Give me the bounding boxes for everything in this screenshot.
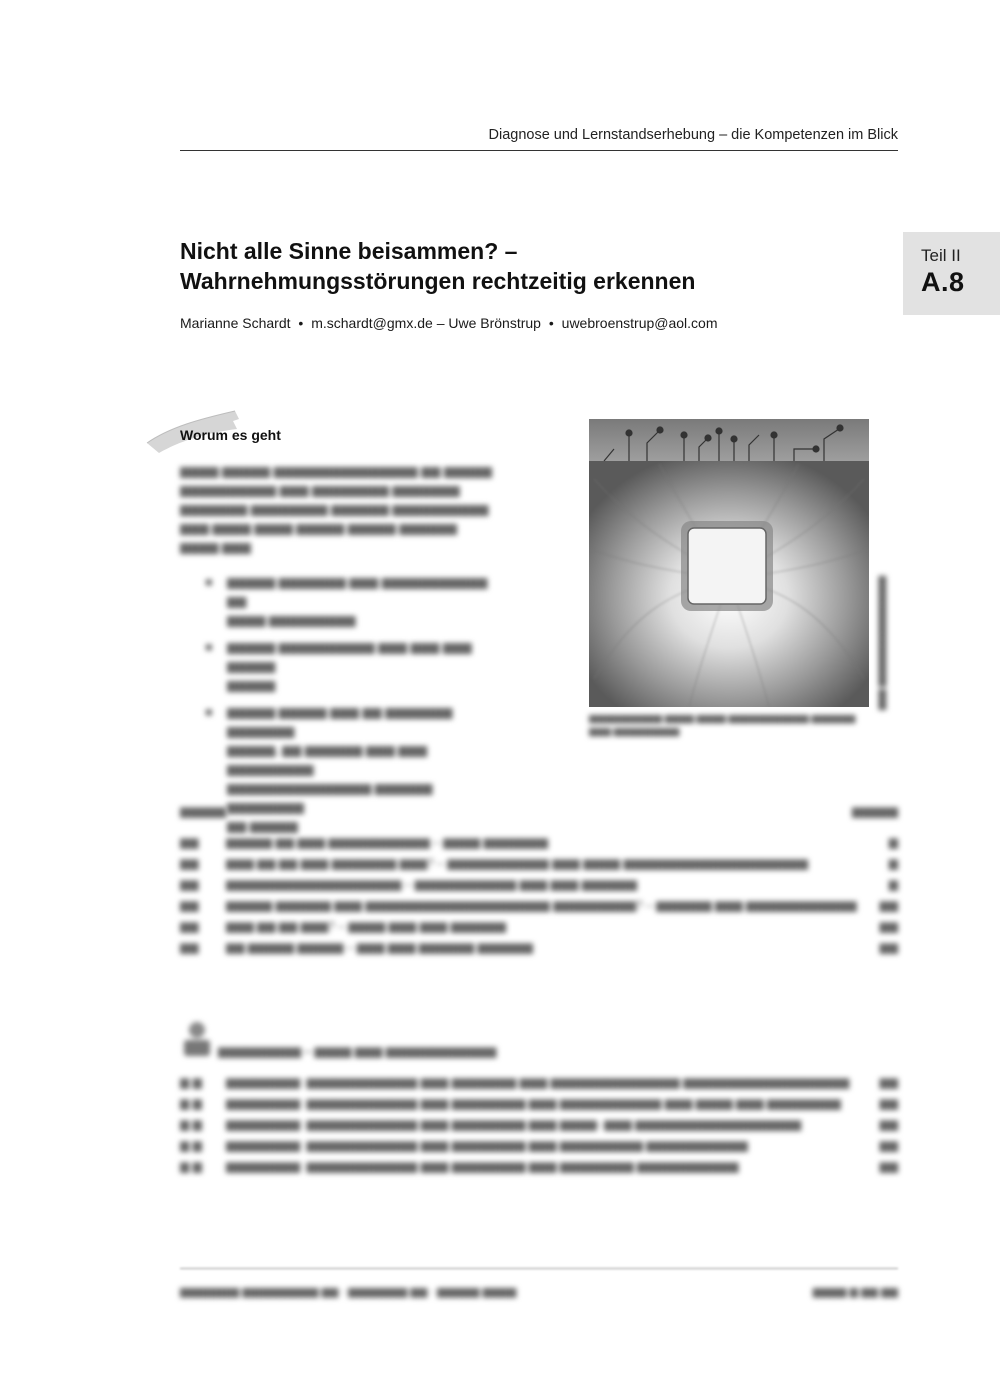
tab-code: A.8 [921, 267, 965, 297]
list-item: ■ ▆▆▆▆▆ ▆▆▆▆▆▆▆ ▆▆▆ ▆▆▆▆▆▆▆▆▆▆▆ ▆▆ ▆▆▆▆ ▆▆▆▆▆▆▆▆▆ [205, 575, 488, 627]
figure-caption-blurred: ▆▆▆▆▆▆▆▆▆▆ ▆▆▆▆ ▆▆▆▆ ▆▆▆▆▆▆▆▆▆▆▆ ▆▆▆▆▆▆ ▆▆▆ ▆▆▆▆▆▆▆▆▆ [589, 713, 856, 737]
footer-right-blurred: ▆▆▆▆ ▆ ▆▆ ▆▆ [812, 1286, 898, 1298]
table-row: ▆ ▆ ▆▆▆▆▆▆▆▆: ▆▆▆▆▆▆▆▆▆▆▆▆ ▆▆▆ ▆▆▆▆▆▆▆▆ ▆▆▆ ▆▆▆▆- ▆▆▆ ▆▆▆▆▆▆▆▆▆▆▆▆▆▆▆▆▆▆ ▆▆ [180, 1117, 898, 1131]
article-title [180, 236, 880, 296]
chip-illustration [589, 419, 869, 707]
table-row: ▆ ▆ ▆▆▆▆▆▆▆▆: ▆▆▆▆▆▆▆▆▆▆▆▆ ▆▆▆ ▆▆▆▆▆▆▆ ▆▆▆ ▆▆▆▆▆▆▆▆▆▆▆▆▆▆ ▆▆▆▆▆▆▆▆▆▆▆▆▆▆▆▆▆▆ ▆▆ [180, 1075, 898, 1089]
author-1-name: Marianne Schardt [180, 315, 291, 331]
table-row: ▆ ▆ ▆▆▆▆▆▆▆▆: ▆▆▆▆▆▆▆▆▆▆▆▆ ▆▆▆ ▆▆▆▆▆▆▆▆ ▆▆▆ ▆▆▆▆▆▆▆▆ ▆▆▆▆▆▆▆▆▆▆▆ ▆▆ [180, 1159, 898, 1173]
author-separator: – Uwe Brönstrup [436, 315, 541, 331]
list-item: ■ ▆▆▆▆▆ ▆▆▆▆▆ ▆▆▆ ▆▆ ▆▆▆▆▆▆▆ ▆▆▆▆▆▆▆ ▆▆▆▆▆, ▆▆ ▆▆▆▆▆▆ ▆▆▆ ▆▆▆ ▆▆▆▆▆▆▆▆▆ ▆▆▆▆▆▆▆▆▆▆▆▆▆▆▆ ▆▆▆▆▆▆ ▆▆▆▆▆▆▆▆ ▆▆ ▆▆▆▆▆ [205, 705, 453, 833]
author-2-email: uwebroenstrup@aol.com [561, 315, 718, 331]
list-item: ■ ▆▆▆▆▆ ▆▆▆▆▆▆▆▆▆▆ ▆▆▆ ▆▆▆ ▆▆▆ ▆▆▆▆▆ ▆▆▆▆▆ [205, 640, 472, 692]
materials-list-blurred: ▆▆▆▆▆▆▆▆▆ – ▆▆▆▆ ▆▆▆ ▆▆▆▆▆▆▆▆▆▆▆▆ ▆ ▆ ▆▆▆▆▆▆▆▆: ▆▆▆▆▆▆▆▆▆▆▆▆ ▆▆▆ ▆▆▆▆▆▆▆ ▆▆▆ ▆▆▆▆▆▆▆▆▆▆▆▆▆▆ ▆▆▆▆▆▆▆▆▆▆▆▆▆▆▆▆▆▆ ▆▆ ▆ ▆ ▆▆▆▆▆▆▆▆: ▆▆▆▆▆▆▆▆▆▆▆▆ ▆▆▆ ▆▆▆▆▆▆▆▆ ▆▆▆ ▆▆▆▆▆▆▆▆▆▆▆ ▆▆▆ ▆▆▆▆ ▆▆▆ ▆▆▆▆▆▆▆▆ ▆▆ ▆ ▆ ▆▆▆▆▆▆▆▆: ▆▆▆▆▆▆▆▆▆▆▆▆ ▆▆▆ ▆▆▆▆▆▆▆▆ ▆▆▆ ▆▆▆▆- ▆▆▆ ▆▆▆▆▆▆▆▆▆▆▆▆▆▆▆▆▆▆ ▆▆ ▆ ▆ ▆▆▆▆▆▆▆▆: ▆▆▆▆▆▆▆▆▆▆▆▆ ▆▆▆ ▆▆▆▆▆▆▆▆ ▆▆▆ ▆▆▆▆▆▆▆▆▆ ▆▆▆▆▆▆▆▆▆▆▆ ▆▆ ▆ ▆ ▆▆▆▆▆▆▆▆: ▆▆▆▆▆▆▆▆▆▆▆▆ ▆▆▆ ▆▆▆▆▆▆▆▆ ▆▆▆ ▆▆▆▆▆▆▆▆ ▆▆▆▆▆▆▆▆▆▆▆ ▆▆ [180, 1020, 898, 1177]
materials-icon [180, 1020, 214, 1058]
table-row: ▆▆ ▆▆▆▆▆ ▆▆▆▆▆▆ ▆▆▆ ▆▆▆▆▆▆▆▆▆▆▆▆▆▆▆▆▆▆▆▆ ▆▆▆▆▆▆▆▆▆? – ▆▆▆▆▆▆ ▆▆▆ ▆▆▆▆▆▆▆▆▆▆▆▆ ▆▆ [180, 898, 898, 912]
title-line-1: Nicht alle Sinne beisammen? – [180, 238, 518, 264]
running-header: Diagnose und Lernstandserhebung – die Kompetenzen im Blick [488, 127, 898, 143]
title-line-2: Wahrnehmungsstörungen rechtzeitig erkennen [180, 268, 696, 294]
table-row: ▆▆ ▆▆▆ ▆▆ ▆▆ ▆▆▆? – ▆▆▆▆ ▆▆▆ ▆▆▆ ▆▆▆▆▆▆ ▆▆ [180, 919, 898, 933]
footer-left-blurred: ▆▆▆▆▆▆▆ ▆▆▆▆▆▆▆▆▆ ▆▆ · ▆▆▆▆▆▆▆ ▆▆ · ▆▆▆▆▆ ▆▆▆▆ [180, 1286, 517, 1298]
table-row: ▆▆ ▆▆▆ ▆▆ ▆▆ ▆▆▆ ▆▆▆▆▆▆▆ ▆▆▆? – ▆▆▆▆▆▆▆▆▆▆▆ ▆▆▆ ▆▆▆▆ ▆▆▆▆▆▆▆▆▆▆▆▆▆▆▆▆▆▆▆▆ ▆ [180, 856, 898, 870]
table-row: ▆ ▆ ▆▆▆▆▆▆▆▆: ▆▆▆▆▆▆▆▆▆▆▆▆ ▆▆▆ ▆▆▆▆▆▆▆▆ ▆▆▆ ▆▆▆▆▆▆▆▆▆▆▆ ▆▆▆ ▆▆▆▆ ▆▆▆ ▆▆▆▆▆▆▆▆ ▆▆ [180, 1096, 898, 1110]
table-row: ▆▆ ▆▆▆▆▆▆▆▆▆▆▆▆▆▆▆▆▆▆▆ – ▆▆▆▆▆▆▆▆▆▆▆ ▆▆▆ ▆▆▆ ▆▆▆▆▆▆ ▆ [180, 877, 898, 891]
table-row: ▆ ▆ ▆▆▆▆▆▆▆▆: ▆▆▆▆▆▆▆▆▆▆▆▆ ▆▆▆ ▆▆▆▆▆▆▆▆ ▆▆▆ ▆▆▆▆▆▆▆▆▆ ▆▆▆▆▆▆▆▆▆▆▆ ▆▆ [180, 1138, 898, 1152]
author-bullet-1: • [298, 315, 304, 331]
tab-label: Teil II [921, 246, 961, 265]
worum-es-geht-heading: Worum es geht [180, 427, 281, 443]
section-tab [903, 232, 1000, 315]
author-bullet-2: • [548, 315, 554, 331]
table-row: ▆▆ ▆▆▆▆▆ ▆▆ ▆▆▆ ▆▆▆▆▆▆▆▆▆▆▆ – ▆▆▆▆ ▆▆▆▆▆▆▆ ▆ [180, 835, 898, 849]
intro-paragraph-blurred: ▆▆▆▆ ▆▆▆▆▆ ▆▆▆▆▆▆▆▆▆▆▆▆▆▆▆ ▆▆ ▆▆▆▆▆ ▆▆▆▆▆▆▆▆▆▆ ▆▆▆ ▆▆▆▆▆▆▆▆ ▆▆▆▆▆▆▆ ▆▆▆▆▆▆▆ ▆▆▆▆▆▆▆▆ ▆▆▆▆▆▆ ▆▆▆▆▆▆▆▆▆▆ ▆▆▆ ▆▆▆▆ ▆▆▆▆ ▆▆▆▆▆ ▆▆▆▆▆ ▆▆▆▆▆▆ ▆▆▆▆ ▆▆▆ [180, 464, 492, 554]
author-1-email: m.schardt@gmx.de [311, 315, 433, 331]
footer-rule [180, 1268, 898, 1269]
table-row: ▆▆ ▆▆ ▆▆▆▆▆ ▆▆▆▆▆ – ▆▆▆ ▆▆▆ ▆▆▆▆▆▆ ▆▆▆▆▆▆ ▆▆ [180, 940, 898, 954]
figure-credit-blurred: ▆▆▆ ▆▆▆▆▆▆▆▆▆▆▆▆▆▆▆▆ [876, 575, 886, 710]
header-rule [180, 150, 898, 151]
table-of-contents-blurred: ▆▆▆▆▆ ▆▆▆▆▆ ▆▆ ▆▆▆▆▆ ▆▆ ▆▆▆ ▆▆▆▆▆▆▆▆▆▆▆ – ▆▆▆▆ ▆▆▆▆▆▆▆ ▆ ▆▆ ▆▆▆ ▆▆ ▆▆ ▆▆▆ ▆▆▆▆▆▆▆ ▆▆▆? – ▆▆▆▆▆▆▆▆▆▆▆ ▆▆▆ ▆▆▆▆ ▆▆▆▆▆▆▆▆▆▆▆▆▆▆▆▆▆▆▆▆ ▆ ▆▆ ▆▆▆▆▆▆▆▆▆▆▆▆▆▆▆▆▆▆▆ – ▆▆▆▆▆▆▆▆▆▆▆ ▆▆▆ ▆▆▆ ▆▆▆▆▆▆ ▆ ▆▆ ▆▆▆▆▆ ▆▆▆▆▆▆ ▆▆▆ ▆▆▆▆▆▆▆▆▆▆▆▆▆▆▆▆▆▆▆▆ ▆▆▆▆▆▆▆▆▆? – ▆▆▆▆▆▆ ▆▆▆ ▆▆▆▆▆▆▆▆▆▆▆▆ ▆▆ ▆▆ ▆▆▆ ▆▆ ▆▆ ▆▆▆? – ▆▆▆▆ ▆▆▆ ▆▆▆ ▆▆▆▆▆▆ ▆▆ ▆▆ ▆▆ ▆▆▆▆▆ ▆▆▆▆▆ – ▆▆▆ ▆▆▆ ▆▆▆▆▆▆ ▆▆▆▆▆▆ ▆▆ [180, 804, 898, 958]
author-line [180, 315, 718, 331]
